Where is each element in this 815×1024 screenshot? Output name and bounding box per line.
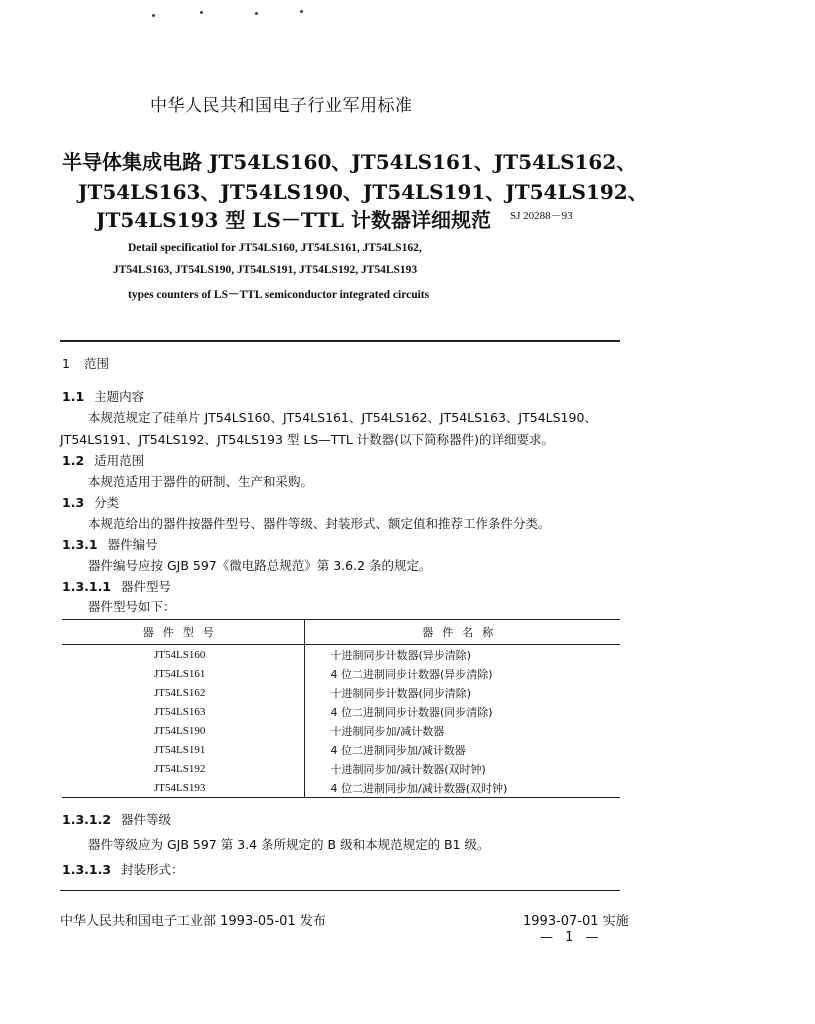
section-label: 范围 (83, 356, 109, 371)
table-row (62, 702, 620, 721)
section-number: 1.2 (62, 453, 85, 468)
name-cell: 十进制同步计数器(同步清除) (304, 683, 620, 702)
paragraph: 器件型号如下： (88, 599, 176, 614)
model-cell: JT54LS191 (154, 743, 206, 756)
section-1-1-heading (62, 387, 144, 405)
section-number: 1.3.1.2 (62, 812, 112, 827)
column-header-name: 器件名称 (304, 620, 620, 645)
section-label: 分类 (94, 495, 120, 510)
scan-speck (152, 14, 155, 17)
name-cell: 4 位二进制同步计数器(异步清除) (304, 664, 620, 683)
title-line-1: 半导体集成电路 JT54LS160、JT54LS161、JT54LS162、 (62, 150, 637, 174)
table-row (62, 740, 620, 759)
section-label: 器件编号 (107, 537, 158, 552)
paragraph: 本规范给出的器件按器件型号、器件等级、封装形式、额定值和推荐工作条件分类。 (88, 516, 551, 531)
section-number: 1 (62, 356, 70, 371)
section-1-2-heading (62, 451, 144, 469)
page-number: — 1 — (540, 930, 603, 945)
footer-divider (60, 890, 620, 891)
name-cell: 十进制同步加/减计数器(双时钟) (304, 759, 620, 778)
standard-code: SJ 20288－93 (510, 210, 573, 222)
name-cell: 4 位二进制同步计数器(同步清除) (304, 702, 620, 721)
english-title-line-1: Detail specificatiol for JT54LS160, JT54LS161, JT54LS162, (128, 242, 422, 254)
paragraph: 器件等级应为 GJB 597 第 3.4 条所规定的 B 级和本规范规定的 B1 级。 (88, 837, 490, 852)
scan-speck (300, 10, 303, 13)
model-cell: JT54LS162 (154, 686, 206, 699)
section-1-3-heading (62, 493, 119, 511)
title-line-2: JT54LS163、JT54LS190、JT54LS191、JT54LS192、 (78, 180, 648, 204)
section-1-heading (62, 354, 109, 372)
section-label: 封装形式： (121, 862, 184, 877)
effective-date: 1993-07-01 实施 (523, 914, 629, 929)
section-number: 1.3 (62, 495, 85, 510)
section-1-3-1-2-heading (62, 810, 171, 828)
header-divider (60, 340, 620, 342)
table-row (62, 664, 620, 683)
english-title-line-2: JT54LS163, JT54LS190, JT54LS191, JT54LS192, JT54LS193 (113, 264, 418, 276)
section-number: 1.3.1.1 (62, 579, 112, 594)
table-row (62, 683, 620, 702)
paragraph: 本规范适用于器件的研制、生产和采购。 (88, 474, 314, 489)
scan-speck (255, 12, 258, 15)
table-header-row (62, 620, 620, 645)
scan-speck (200, 11, 203, 14)
model-cell: JT54LS161 (154, 667, 206, 680)
section-number: 1.3.1.3 (62, 862, 112, 877)
device-model-table (62, 619, 620, 798)
model-cell: JT54LS160 (154, 648, 206, 661)
section-label: 主题内容 (94, 389, 145, 404)
section-label: 器件等级 (121, 812, 172, 827)
section-1-3-1-heading (62, 535, 158, 553)
paragraph: 本规范规定了硅单片 JT54LS160、JT54LS161、JT54LS162、JT54LS163、JT54LS190、 (88, 410, 597, 425)
column-header-model: 器件型号 (62, 620, 304, 645)
table-row (62, 721, 620, 740)
english-title-line-3: types counters of LS－TTL semiconductor integrated circuits (128, 289, 430, 301)
title-line-3: JT54LS193 型 LS－TTL 计数器详细规范 (96, 208, 491, 232)
section-number: 1.3.1 (62, 537, 98, 552)
section-label: 适用范围 (94, 453, 145, 468)
name-cell: 十进制同步加/减计数器 (304, 721, 620, 740)
paragraph: 器件编号应按 GJB 597《微电路总规范》第 3.6.2 条的规定。 (88, 558, 432, 573)
model-cell: JT54LS192 (154, 762, 206, 775)
name-cell: 4 位二进制同步加/减计数器(双时钟) (304, 778, 620, 798)
table-row (62, 645, 620, 665)
name-cell: 十进制同步计数器(异步清除) (304, 645, 620, 665)
section-label: 器件型号 (121, 579, 172, 594)
standard-body-header: 中华人民共和国电子行业军用标准 (150, 96, 413, 116)
section-1-3-1-3-heading (62, 860, 184, 878)
issue-statement: 中华人民共和国电子工业部 1993-05-01 发布 (60, 914, 326, 929)
paragraph: JT54LS191、JT54LS192、JT54LS193 型 LS—TTL 计数器(以下简称器件)的详细要求。 (60, 432, 555, 447)
table-row (62, 778, 620, 798)
name-cell: 4 位二进制同步加/减计数器 (304, 740, 620, 759)
section-1-3-1-1-heading (62, 577, 171, 595)
model-cell: JT54LS190 (154, 724, 206, 737)
model-cell: JT54LS163 (154, 705, 206, 718)
model-cell: JT54LS193 (62, 778, 304, 798)
table-row (62, 759, 620, 778)
section-number: 1.1 (62, 389, 85, 404)
